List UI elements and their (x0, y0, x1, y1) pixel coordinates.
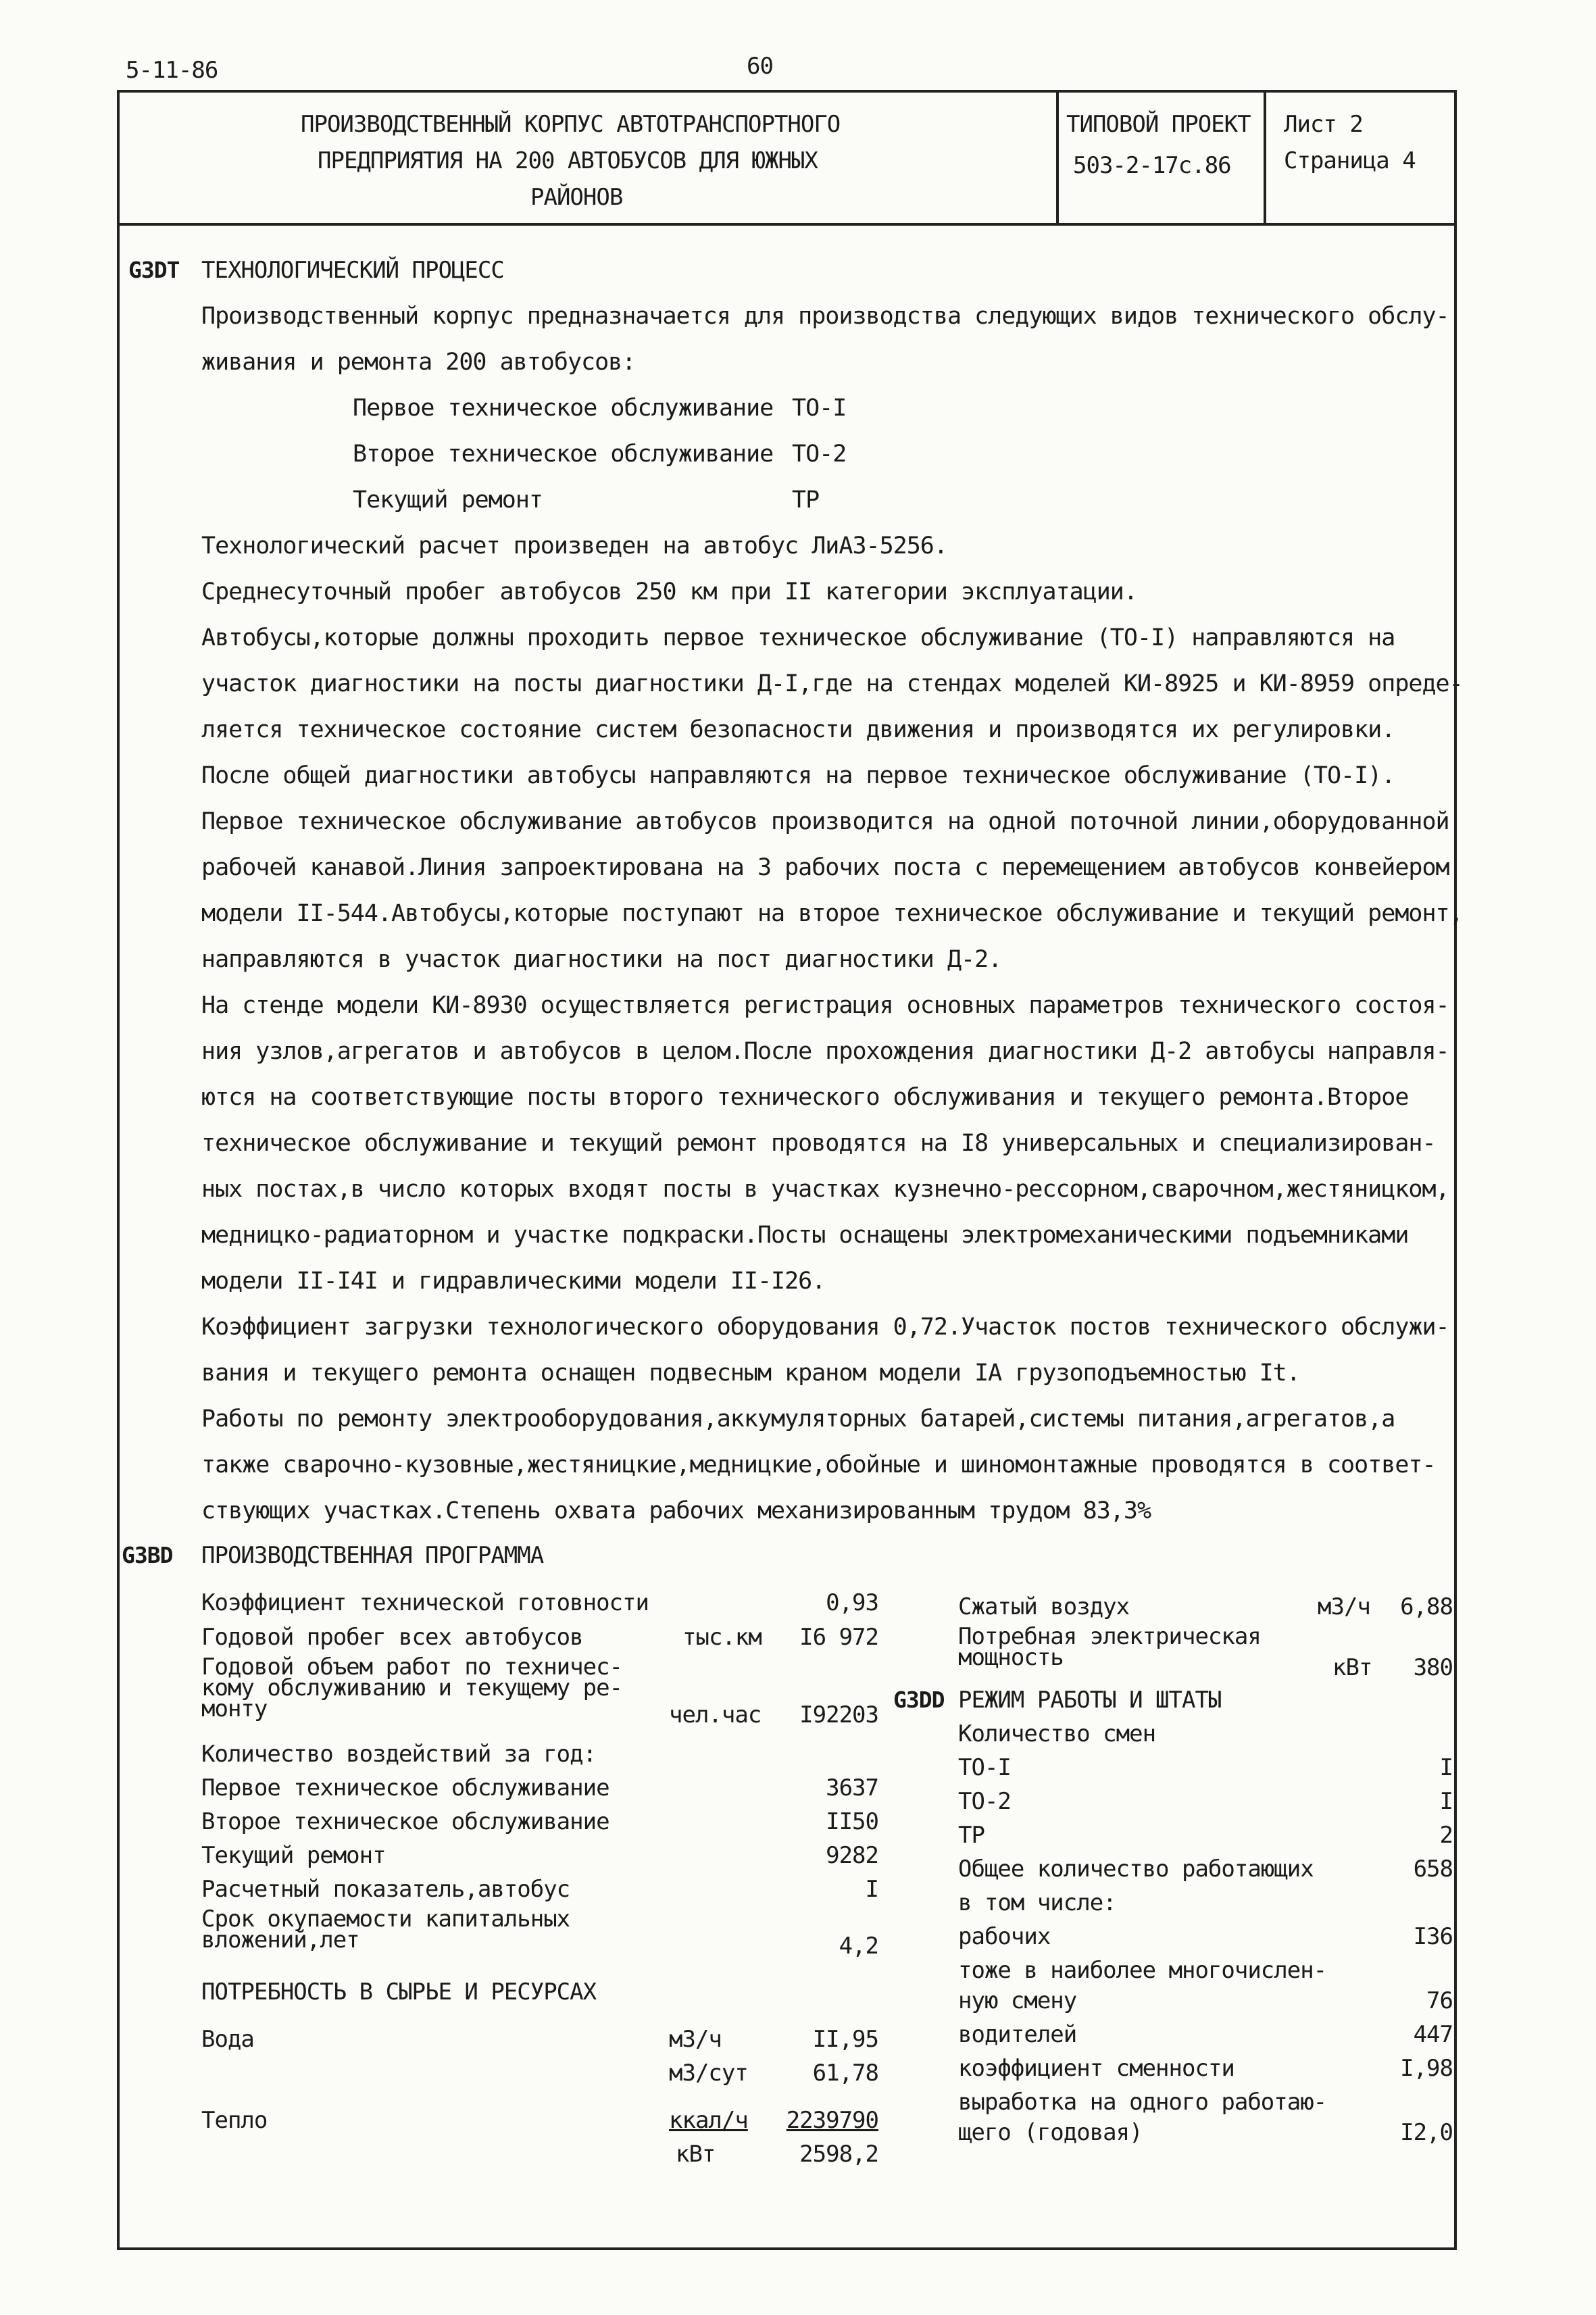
payback-label-line: Срок окупаемости капитальных (201, 1906, 570, 1933)
total-label: Общее количество работающих (958, 1856, 1314, 1883)
payback-label-line: вложений,лет (201, 1926, 359, 1953)
output-line: выработка на одного работаю- (958, 2089, 1327, 2116)
power-label-line: Потребная электрическая (958, 1623, 1261, 1650)
impact-label: Текущий ремонт (201, 1842, 386, 1869)
sheet-label: Лист 2 (1284, 111, 1363, 138)
workers-value: I36 (1413, 1923, 1453, 1950)
header-column-divider (1264, 90, 1266, 224)
section-code: G3DT (128, 257, 180, 283)
impact-value: II50 (826, 1808, 878, 1835)
title-line: РАЙОНОВ (530, 184, 623, 211)
heat-label: Тепло (201, 2107, 268, 2134)
shift-label: ТО-2 (958, 1788, 1011, 1815)
shift-label: ТР (958, 1822, 984, 1849)
largest-shift-line: тоже в наиболее многочислен- (958, 1957, 1327, 1984)
water-value: 61,78 (812, 2060, 878, 2087)
air-unit: м3/ч (1318, 1593, 1370, 1620)
page-number: 60 (747, 53, 773, 80)
drivers-label: водителей (958, 2021, 1077, 2048)
title-line: ПРОИЗВОДСТВЕННЫЙ КОРПУС АВТОТРАНСПОРТНОГО (301, 111, 841, 138)
impact-value: 3637 (826, 1774, 878, 1801)
resources-title: ПОТРЕБНОСТЬ В СЫРЬЕ И РЕСУРСАХ (201, 1978, 597, 2006)
text-line: ствующих участках.Степень охвата рабочих механизированным трудом 83,3% (201, 1497, 1151, 1524)
volume-value: I92203 (799, 1701, 878, 1728)
impact-label: Второе техническое обслуживание (201, 1808, 609, 1835)
text-line: После общей диагностики автобусы направляются на первое техническое обслуживание (ТО-I). (201, 762, 1395, 789)
text-line: модели II-I4I и гидравлическими модели II-I26. (201, 1268, 826, 1295)
impact-label: Расчетный показатель,автобус (201, 1876, 570, 1903)
text-line: ных постах,в число которых входят посты в участках кузнечно-рессорном,сварочном,жестяницком, (201, 1176, 1449, 1203)
shift-coef-label: коэффициент сменности (958, 2055, 1235, 2082)
header-divider (117, 223, 1457, 226)
mileage-value: I6 972 (799, 1624, 878, 1651)
service-code: ТО-I (792, 395, 847, 422)
mileage-unit: тыс.км (682, 1624, 762, 1651)
project-code: 503-2-17с.86 (1073, 152, 1231, 179)
text-line: ются на соответствующие посты второго технического обслуживания и текущего ремонта.Второе (201, 1084, 1409, 1111)
text-line: живания и ремонта 200 автобусов: (201, 349, 636, 376)
heat-value: 2239790 (786, 2107, 878, 2134)
including-label: в том числе: (958, 1889, 1116, 1916)
mileage-label: Годовой пробег всех автобусов (201, 1624, 583, 1651)
output-value: I2,0 (1400, 2119, 1453, 2146)
service-name: Первое техническое обслуживание (353, 395, 774, 422)
title-line: ПРЕДПРИЯТИЯ НА 200 АВТОБУСОВ ДЛЯ ЮЖНЫХ (318, 147, 818, 174)
text-line: Коэффициент загрузки технологического оборудования 0,72.Участок постов технического обслужи- (201, 1314, 1449, 1341)
shift-value: 2 (1439, 1822, 1453, 1849)
impact-value: I (865, 1876, 878, 1903)
text-line: также сварочно-кузовные,жестяницкие,медницкие,обойные и шиномонтажные проводятся в соответ- (201, 1451, 1436, 1478)
section-code: G3DD (893, 1687, 945, 1713)
water-unit: м3/ч (669, 2026, 722, 2053)
text-line: Работы по ремонту электрооборудования,аккумуляторных батарей,системы питания,агрегатов,а (201, 1405, 1395, 1433)
total-value: 658 (1413, 1856, 1453, 1883)
volume-label-line: монту (201, 1695, 268, 1722)
largest-shift-line: ную смену (958, 1987, 1077, 2014)
text-line: Производственный корпус предназначается для производства следующих видов технического обслу- (201, 303, 1449, 330)
service-name: Второе техническое обслуживание (353, 441, 774, 468)
text-line: медницко-радиаторном и участке подкраски.Посты оснащены электромеханическими подъемниками (201, 1222, 1409, 1249)
air-value: 6,88 (1400, 1593, 1453, 1620)
power-value: 380 (1413, 1654, 1453, 1681)
header-column-divider (1056, 90, 1059, 224)
service-code: ТО-2 (792, 441, 847, 468)
text-line: направляются в участок диагностики на пост диагностики Д-2. (201, 946, 1002, 973)
page-label: Страница 4 (1284, 147, 1416, 174)
impacts-label: Количество воздействий за год: (201, 1741, 597, 1768)
text-line: На стенде модели КИ-8930 осуществляется регистрация основных параметров технического состоя- (201, 992, 1449, 1019)
text-line: ния узлов,агрегатов и автобусов в целом.После прохождения диагностики Д-2 автобусы направля- (201, 1038, 1449, 1065)
section-title: ТЕХНОЛОГИЧЕСКИЙ ПРОЦЕСС (201, 257, 504, 284)
drivers-value: 447 (1413, 2021, 1453, 2048)
shifts-label: Количество смен (958, 1720, 1156, 1747)
section-title: ПРОИЗВОДСТВЕННАЯ ПРОГРАММА (201, 1542, 544, 1569)
coef-label: Коэффициент технической готовности (201, 1589, 649, 1616)
text-line: вания и текущего ремонта оснащен подвесным краном модели IA грузоподъемностью It. (201, 1360, 1300, 1387)
power-label-line: мощность (958, 1644, 1064, 1671)
text-line: модели II-544.Автобусы,которые поступают на второе техническое обслуживание и текущий ремонт, (201, 900, 1463, 927)
water-label: Вода (201, 2026, 254, 2053)
text-line: техническое обслуживание и текущий ремонт проводятся на I8 универсальных и специализирован- (201, 1130, 1436, 1157)
power-unit: кВт (1332, 1654, 1372, 1681)
document-number: 5-11-86 (126, 57, 218, 84)
section-title: РЕЖИМ РАБОТЫ И ШТАТЫ (958, 1687, 1222, 1714)
service-code: ТР (792, 487, 820, 514)
project-label: ТИПОВОЙ ПРОЕКТ (1066, 111, 1251, 138)
shift-value: I (1439, 1788, 1453, 1815)
output-line: щего (годовая) (958, 2119, 1143, 2146)
volume-unit: чел.час (669, 1701, 762, 1728)
workers-label: рабочих (958, 1923, 1051, 1950)
text-line: рабочей канавой.Линия запроектирована на 3 рабочих поста с перемещением автобусов конвейером (201, 854, 1449, 881)
heat-value: 2598,2 (799, 2141, 878, 2168)
text-line: Первое техническое обслуживание автобусов производится на одной поточной линии,оборудованной (201, 808, 1449, 835)
heat-unit: ккал/ч (669, 2107, 748, 2134)
volume-label-line: Годовой объем работ по техничес- (201, 1653, 623, 1681)
section-code: G3BD (122, 1542, 173, 1568)
air-label: Сжатый воздух (958, 1593, 1130, 1620)
coef-value: 0,93 (826, 1589, 878, 1616)
text-line: Автобусы,которые должны проходить первое техническое обслуживание (ТО-I) направляются на (201, 624, 1395, 651)
shift-label: ТО-I (958, 1754, 1011, 1781)
impact-value: 9282 (826, 1842, 878, 1869)
volume-label-line: кому обслуживанию и текущему ре- (201, 1674, 623, 1701)
text-line: участок диагностики на посты диагностики Д-I,где на стендах моделей КИ-8925 и КИ-8959 опреде- (201, 670, 1463, 697)
shift-value: I (1439, 1754, 1453, 1781)
heat-unit: кВт (676, 2141, 716, 2168)
text-line: Среднесуточный пробег автобусов 250 км при II категории эксплуатации. (201, 578, 1137, 605)
impact-label: Первое техническое обслуживание (201, 1774, 609, 1801)
water-value: II,95 (812, 2026, 878, 2053)
text-line: ляется техническое состояние систем безопасности движения и производятся их регулировки. (201, 716, 1395, 743)
text-line: Технологический расчет произведен на автобус ЛиАЗ-5256. (201, 532, 947, 559)
service-name: Текущий ремонт (353, 487, 543, 514)
water-unit: м3/сут (669, 2060, 748, 2087)
largest-shift-value: 76 (1426, 1987, 1453, 2014)
shift-coef-value: I,98 (1400, 2055, 1453, 2082)
payback-value: 4,2 (839, 1933, 878, 1960)
